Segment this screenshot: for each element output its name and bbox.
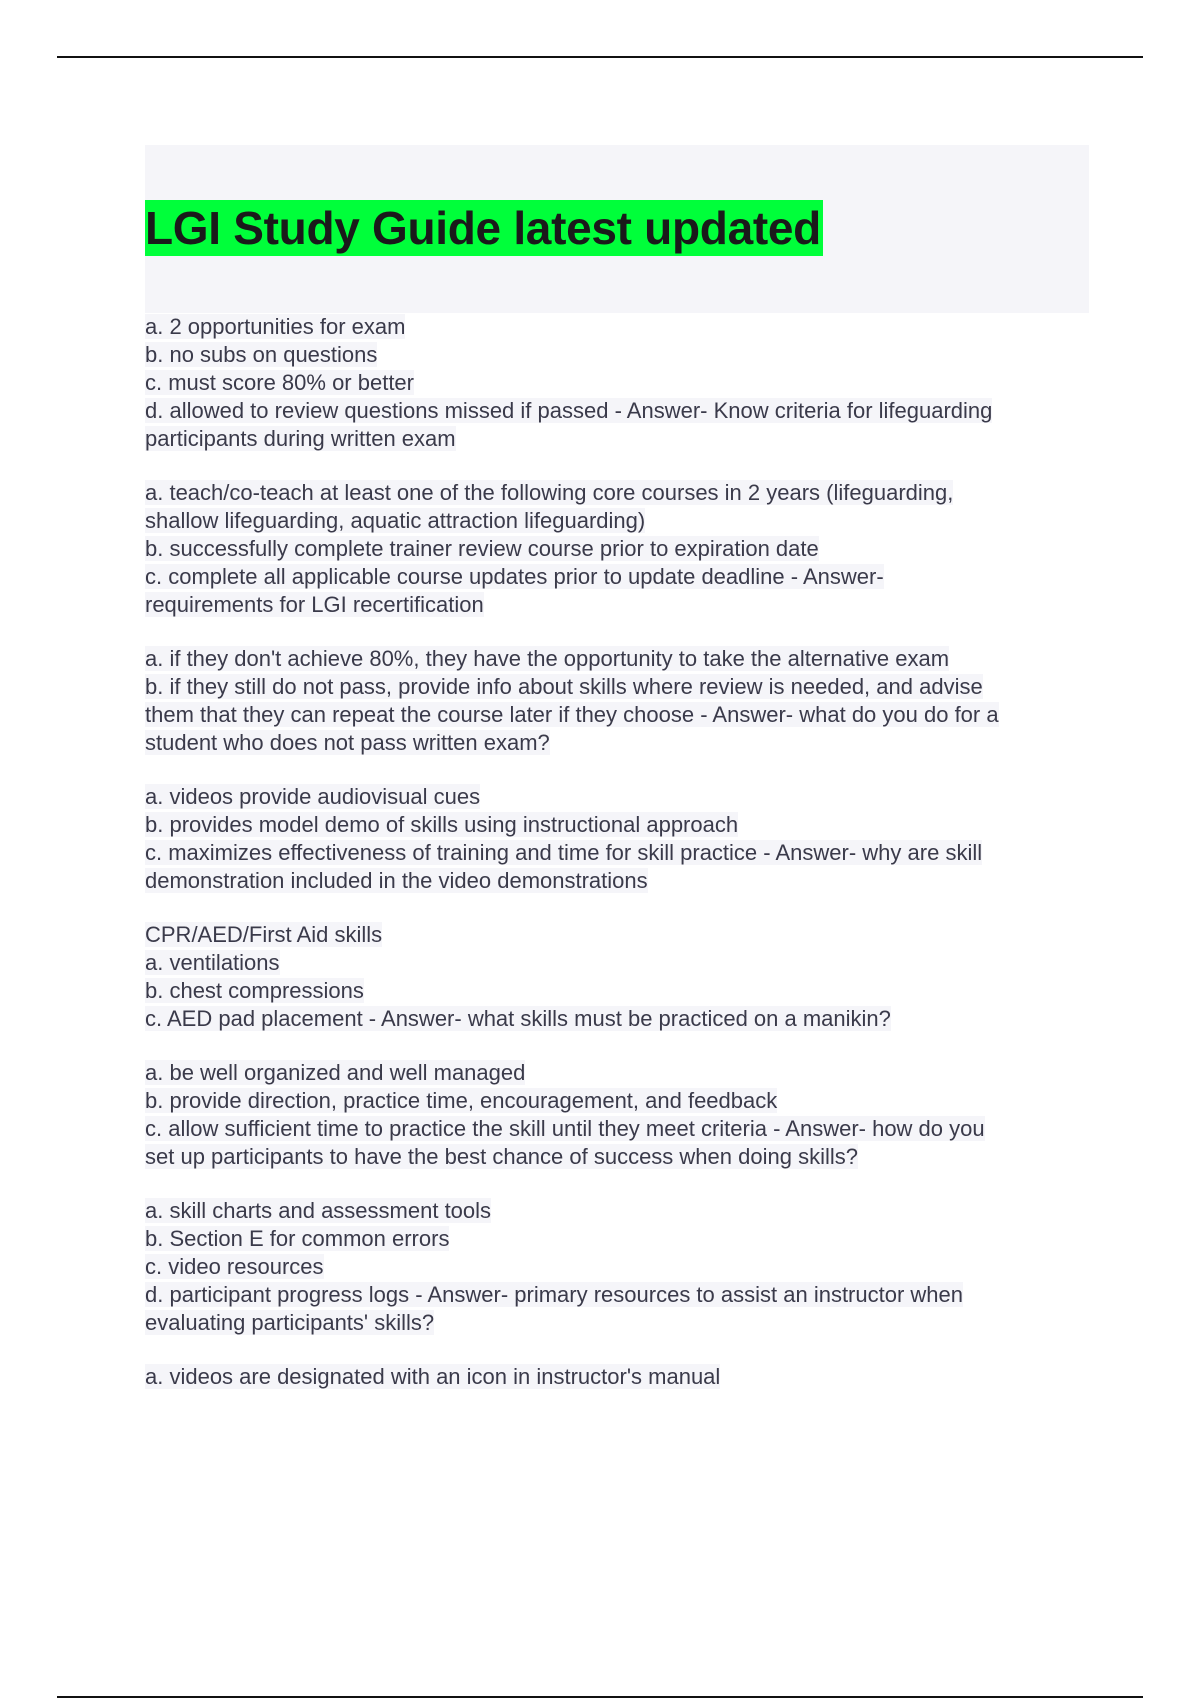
qa-line xyxy=(145,977,1089,1005)
bottom-rule xyxy=(57,1696,1143,1698)
qa-line xyxy=(145,313,1089,341)
qa-line xyxy=(145,1005,1089,1033)
qa-line xyxy=(145,397,1089,425)
qa-line xyxy=(145,1143,1089,1171)
qa-line-text: a. videos provide audiovisual cues xyxy=(145,784,481,809)
qa-line xyxy=(145,811,1089,839)
qa-line xyxy=(145,1059,1089,1087)
qa-line-text: d. participant progress logs - Answer- primary resources to assist an instructor when xyxy=(145,1282,963,1307)
qa-line-text: a. skill charts and assessment tools xyxy=(145,1198,492,1223)
document-body xyxy=(145,145,1089,1417)
qa-line-text: b. Section E for common errors xyxy=(145,1226,450,1251)
qa-line xyxy=(145,341,1089,369)
qa-line xyxy=(145,1197,1089,1225)
qa-line-text: d. allowed to review questions missed if passed - Answer- Know criteria for lifeguarding xyxy=(145,398,993,423)
qa-line xyxy=(145,535,1089,563)
qa-line-text: a. videos are designated with an icon in instructor's manual xyxy=(145,1364,721,1389)
qa-line-text: b. successfully complete trainer review course prior to expiration date xyxy=(145,536,819,561)
qa-line-text: set up participants to have the best chance of success when doing skills? xyxy=(145,1144,858,1169)
qa-item xyxy=(145,1059,1089,1171)
qa-line xyxy=(145,701,1089,729)
qa-line-text: b. provides model demo of skills using instructional approach xyxy=(145,812,739,837)
qa-line xyxy=(145,729,1089,757)
qa-line-text: participants during written exam xyxy=(145,426,456,451)
qa-line xyxy=(145,839,1089,867)
qa-item xyxy=(145,313,1089,453)
qa-line-text: b. chest compressions xyxy=(145,978,364,1003)
qa-line-text: evaluating participants' skills? xyxy=(145,1310,435,1335)
qa-line-text: b. provide direction, practice time, encouragement, and feedback xyxy=(145,1088,778,1113)
qa-line-text: demonstration included in the video demonstrations xyxy=(145,868,648,893)
qa-line xyxy=(145,1309,1089,1337)
qa-line xyxy=(145,783,1089,811)
qa-line-text: a. 2 opportunities for exam xyxy=(145,314,406,339)
qa-line-text: student who does not pass written exam? xyxy=(145,730,550,755)
qa-line xyxy=(145,921,1089,949)
qa-line-text: shallow lifeguarding, aquatic attraction lifeguarding) xyxy=(145,508,646,533)
qa-line-text: b. no subs on questions xyxy=(145,342,378,367)
qa-line xyxy=(145,563,1089,591)
qa-item xyxy=(145,479,1089,619)
qa-line-text: requirements for LGI recertification xyxy=(145,592,484,617)
qa-line-text: a. teach/co-teach at least one of the following core courses in 2 years (lifeguarding, xyxy=(145,480,954,505)
qa-line-text: CPR/AED/First Aid skills xyxy=(145,922,383,947)
qa-line xyxy=(145,949,1089,977)
qa-line xyxy=(145,1253,1089,1281)
qa-line xyxy=(145,425,1089,453)
qa-line-text: a. if they don't achieve 80%, they have the opportunity to take the alternative exam xyxy=(145,646,950,671)
qa-line-text: c. maximizes effectiveness of training and time for skill practice - Answer- why are skill xyxy=(145,840,983,865)
qa-line xyxy=(145,1115,1089,1143)
top-rule xyxy=(57,56,1143,58)
qa-line-text: c. complete all applicable course updates prior to update deadline - Answer- xyxy=(145,564,884,589)
qa-line xyxy=(145,1087,1089,1115)
qa-line-text: them that they can repeat the course later if they choose - Answer- what do you do for a xyxy=(145,702,999,727)
qa-line-text: a. be well organized and well managed xyxy=(145,1060,526,1085)
qa-line xyxy=(145,369,1089,397)
document-title: LGI Study Guide latest updated xyxy=(145,202,821,254)
qa-item xyxy=(145,1363,1089,1391)
qa-line-text: c. video resources xyxy=(145,1254,324,1279)
qa-line-text: c. must score 80% or better xyxy=(145,370,414,395)
title-block xyxy=(145,145,1089,313)
qa-line xyxy=(145,507,1089,535)
qa-line xyxy=(145,1225,1089,1253)
qa-line xyxy=(145,867,1089,895)
qa-line-text: a. ventilations xyxy=(145,950,280,975)
qa-line-text: b. if they still do not pass, provide info about skills where review is needed, and advise xyxy=(145,674,983,699)
qa-line xyxy=(145,1363,1089,1391)
qa-item xyxy=(145,1197,1089,1337)
qa-item xyxy=(145,921,1089,1033)
qa-line-text: c. allow sufficient time to practice the skill until they meet criteria - Answer- how do you xyxy=(145,1116,985,1141)
qa-line xyxy=(145,479,1089,507)
qa-list xyxy=(145,313,1089,1391)
qa-line xyxy=(145,1281,1089,1309)
qa-item xyxy=(145,645,1089,757)
qa-line-text: c. AED pad placement - Answer- what skills must be practiced on a manikin? xyxy=(145,1006,891,1031)
qa-line xyxy=(145,673,1089,701)
qa-line xyxy=(145,591,1089,619)
qa-item xyxy=(145,783,1089,895)
qa-line xyxy=(145,645,1089,673)
